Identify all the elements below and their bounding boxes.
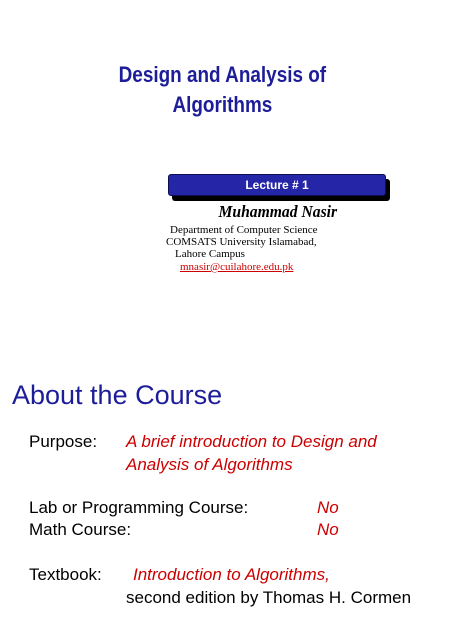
slide-title — [33, 60, 411, 120]
section-title: About the Course — [12, 380, 223, 410]
math-course-value: No — [317, 520, 339, 539]
textbook-title: Introduction to Algorithms, — [133, 565, 330, 584]
lab-course-label: Lab or Programming Course: — [29, 498, 249, 517]
textbook-edition: second edition by Thomas H. Cormen — [126, 588, 412, 607]
author-email-link[interactable]: mnasir@cuilahore.edu.pk — [180, 261, 294, 273]
textbook-label: Textbook: — [29, 565, 102, 584]
author-university: COMSATS University Islamabad, — [166, 236, 317, 248]
purpose-value-line-2: Analysis of Algorithms — [126, 455, 293, 474]
purpose-label: Purpose: — [29, 432, 98, 451]
lecture-label: Lecture # 1 — [245, 178, 309, 192]
purpose-value-line-1: A brief introduction to Design and — [126, 432, 377, 451]
slide-title-line-2: Algorithms — [172, 92, 273, 117]
author-department: Department of Computer Science — [170, 224, 318, 236]
author-name: Muhammad Nasir — [218, 202, 338, 221]
math-course-label: Math Course: — [29, 520, 132, 539]
lecture-banner — [168, 174, 386, 196]
author-campus: Lahore Campus — [175, 248, 245, 260]
lab-course-value: No — [317, 498, 339, 517]
slide-title-line-1: Design and Analysis of — [118, 62, 327, 87]
